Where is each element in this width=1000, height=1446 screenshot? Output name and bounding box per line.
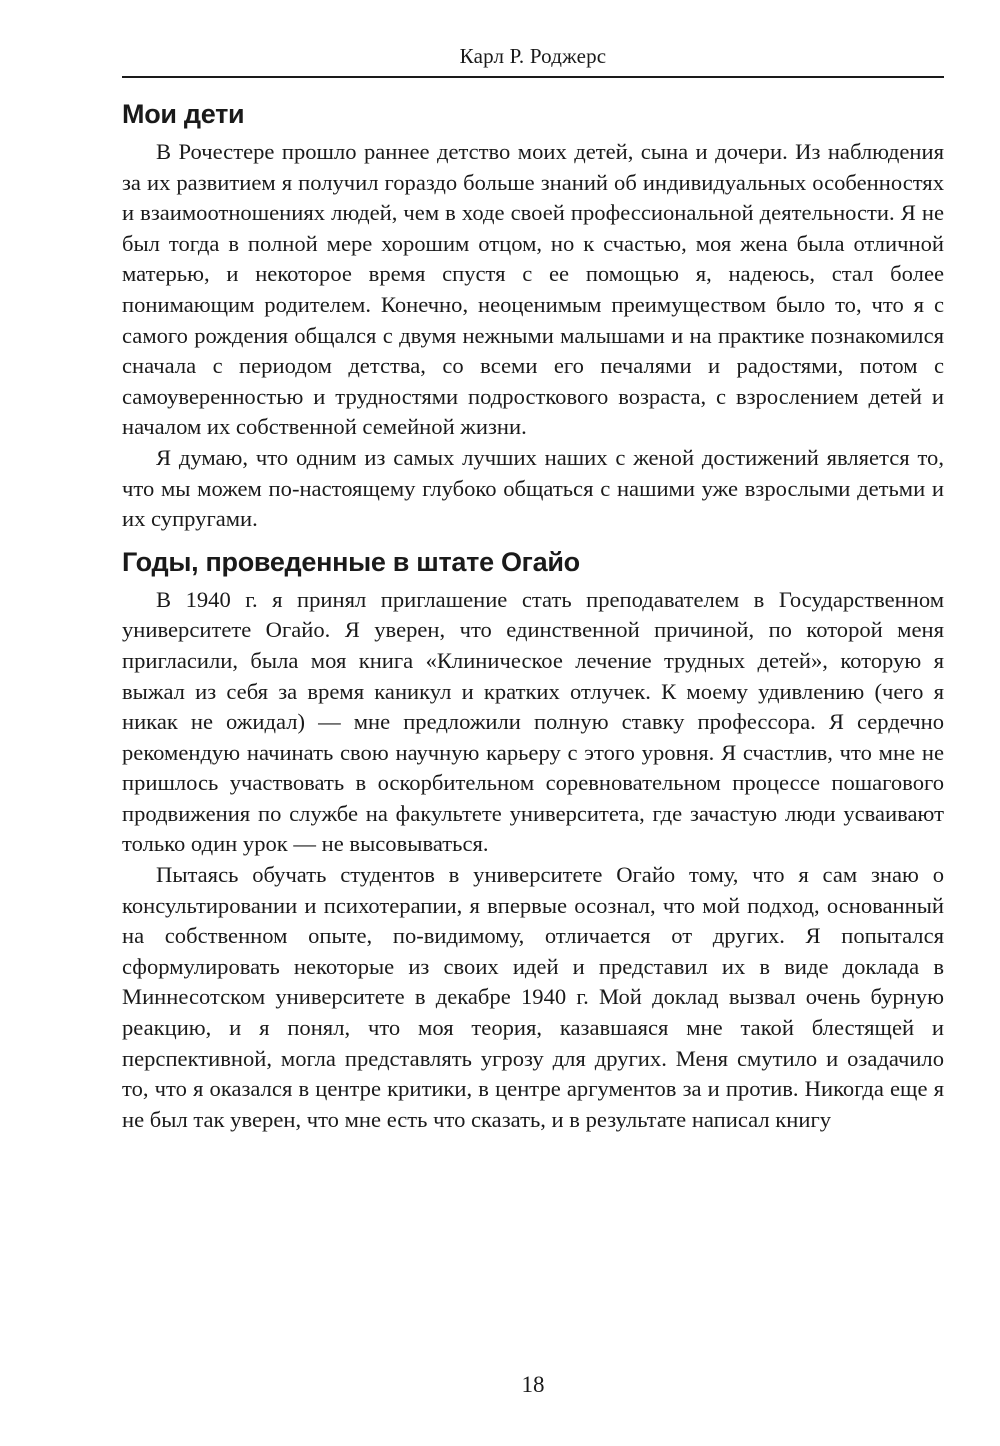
header-rule [122,76,944,78]
section-ohio-years [122,543,944,1136]
paragraph: Я думаю, что одним из самых лучших наших с женой достижений является то, что мы можем по-настоящему глубоко общаться с нашими уже взрослыми детьми и их супругами. [122,444,944,532]
paragraph: Пытаясь обучать студентов в университете Огайо тому, что я сам знаю о консультировании и психотерапии, я впервые осознал, что мой подход, основанный на собственном опыте, по-видимому, отличается от других. Я попытался сформулировать некоторые из своих идей и представил их в виде доклада в Миннесотском университете в декабре 1940 г. Мой доклад вызвал очень бурную реакцию, и я понял, что моя теория, казавшаяся мне такой блестящей и перспективной, могла представлять угрозу для других. Меня смутило и озадачило то, что я оказался в центре критики, в центре аргументов за и против. Никогда еще я не был так уверен, что мне есть что сказать, и в результате написал книгу [122,862,944,1132]
section-heading: Годы, проведенные в штате Огайо [122,546,580,577]
section-my-children [122,95,944,535]
running-head: Карл Р. Роджерс [459,44,607,68]
paragraph: В 1940 г. я принял приглашение стать преподавателем в Государственном университете Огайо. Я уверен, что единственной причиной, по которой меня пригласили, была моя книга «Клиническое лечение трудных детей», которую я выжал из себя за время каникул и кратких отлучек. К моему удивлению (чего я никак не ожидал) — мне предложили полную ставку профессора. Я сердечно рекомендую начинать свою научную карьеру с этого уровня. Я счастлив, что мне не пришлось участвовать в оскорбительном соревновательном процессе пошагового продвижения по службе на факультете университета, где зачастую люди усваивают только один урок — не высовываться. [122,586,944,857]
page-content [122,95,944,1135]
paragraph: В Рочестере прошло раннее детство моих детей, сына и дочери. Из наблюдения за их развитием я получил гораздо больше знаний об индивидуальных особенностях и взаимоотношениях людей, чем в ходе своей профессиональной деятельности. Я не был тогда в полной мере хорошим отцом, но к счастью, моя жена была отличной матерью, и некоторое время спустя с ее помощью я, надеюсь, стал более понимающим родителем. Конечно, неоценимым преимуществом было то, что я с самого рождения общался с двумя нежными малышами и на практике познакомился сначала с периодом детства, со всеми его печалями и радостями, потом с самоуверенностью и трудностями подросткового возраста, с взрослением детей и началом их собственной семейной жизни. [122,139,944,440]
page-number: 18 [521,1372,545,1397]
section-heading: Мои дети [122,99,245,129]
book-page [122,0,944,1446]
